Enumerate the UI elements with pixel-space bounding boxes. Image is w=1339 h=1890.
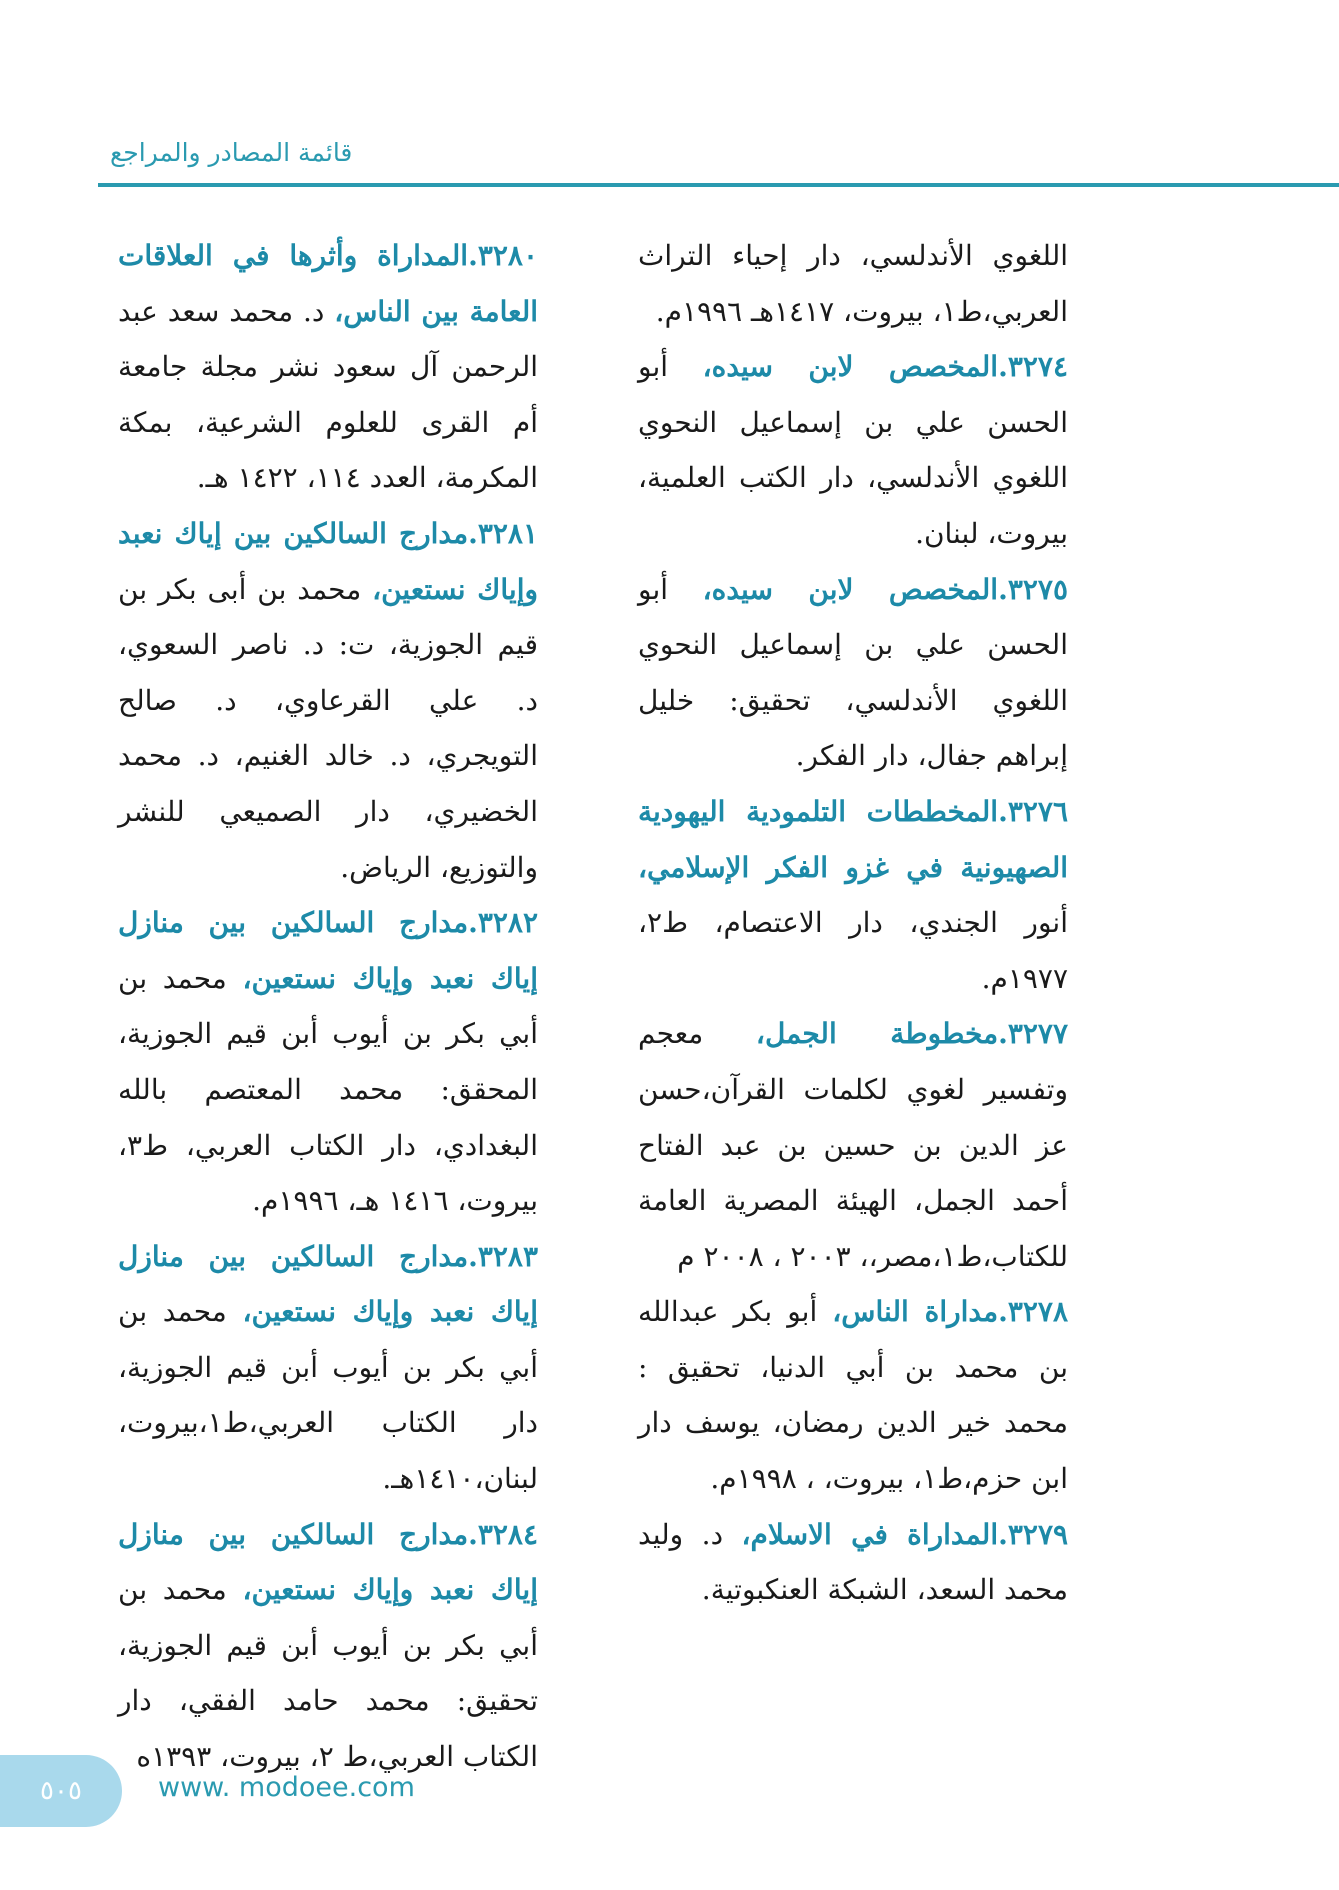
entry-title: المخططات التلمودية اليهودية الصهيونية في غزو الفكر الإسلامي، bbox=[638, 794, 1068, 884]
entry-number: ٣٢٧٤. bbox=[998, 350, 1068, 384]
entry-title: المخصص لابن سيده، bbox=[702, 350, 999, 384]
entry-3282 bbox=[118, 895, 538, 1229]
entry-title: المداراة في الاسلام، bbox=[741, 1517, 999, 1551]
entry-3274 bbox=[638, 339, 1068, 561]
entry-number: ٣٢٧٥. bbox=[998, 572, 1068, 606]
entry-number: ٣٢٧٧. bbox=[998, 1017, 1068, 1051]
entry-text: د. وليد محمد السعد، الشبكة العنكبوتية. bbox=[638, 1517, 1068, 1607]
entry-3283 bbox=[118, 1229, 538, 1507]
page-number: ٥٠٥ bbox=[40, 1776, 82, 1806]
left-column bbox=[118, 228, 538, 1785]
entry-text: أبو الحسن علي بن إسماعيل النحوي اللغوي الأندلسي، دار الكتب العلمية، بيروت، لبنان. bbox=[638, 350, 1068, 550]
entry-text: معجم وتفسير لغوي لكلمات القرآن،حسن عز الدين بن حسين بن عبد الفتاح أحمد الجمل، الهيئة المصرية العامة للكتاب،ط١،مصر،، ٢٠٠٣ ، ٢٠٠٨ م bbox=[638, 1017, 1068, 1273]
entry-title: مدارج السالكين بين منازل إياك نعبد وإياك نستعين، bbox=[118, 906, 538, 995]
entry-text: أنور الجندي، دار الاعتصام، ط٢، ١٩٧٧م. bbox=[638, 906, 1068, 995]
entry-text: محمد بن أبي بكر بن أيوب أبن قيم الجوزية، تحقيق: محمد حامد الفقي، دار الكتاب العربي،ط ٢، بيروت، ١٣٩٣ه bbox=[118, 1573, 538, 1774]
entry-number: ٣٢٨٤. bbox=[468, 1517, 538, 1551]
footer-url-link[interactable]: www. modoee.com bbox=[158, 1772, 415, 1803]
entry-3279 bbox=[638, 1507, 1068, 1618]
entry-text: محمد بن أبي بكر بن أيوب أبن قيم الجوزية، المحقق: محمد المعتصم بالله البغدادي، دار الكتاب العربي، ط٣، بيروت، ١٤١٦ هـ، ١٩٩٦م. bbox=[118, 961, 538, 1218]
entry-3277 bbox=[638, 1006, 1068, 1284]
entry-text: د. محمد سعد عبد الرحمن آل سعود نشر مجلة جامعة أم القرى للعلوم الشرعية، بمكة المكرمة، العدد ١١٤، ١٤٢٢ هـ. bbox=[118, 294, 538, 495]
entry-number: ٣٢٨٠. bbox=[468, 239, 538, 272]
entry-number: ٣٢٨٢. bbox=[468, 906, 538, 940]
entry-3276 bbox=[638, 784, 1068, 1006]
entry-3281 bbox=[118, 506, 538, 895]
entry-number: ٣٢٧٨. bbox=[998, 1295, 1068, 1329]
entry-text: أبو بكر عبدالله بن محمد بن أبي الدنيا، تحقيق : محمد خير الدين رمضان، يوسف دار ابن حزم،ط١، بيروت، ، ١٩٩٨م. bbox=[638, 1295, 1068, 1496]
header-rule bbox=[98, 183, 1339, 187]
entry-3280 bbox=[118, 228, 538, 506]
entry-title: مداراة الناس، bbox=[832, 1295, 999, 1329]
entry-title: المخصص لابن سيده، bbox=[702, 572, 999, 606]
entry-text: اللغوي الأندلسي، دار إحياء التراث العربي،ط١، بيروت، ١٤١٧هـ ١٩٩٦م. bbox=[638, 239, 1068, 328]
entry-title: مدارج السالكين بين منازل إياك نعبد وإياك نستعين، bbox=[118, 1239, 538, 1329]
entry-title: المداراة وأثرها في العلاقات العامة بين الناس، bbox=[118, 239, 538, 328]
entry-text: محمد بن أبى بكر بن قيم الجوزية، ت: د. ناصر السعوي، د. علي القرعاوي، د. صالح التويجري، د. خالد الغنيم، د. محمد الخضيري، دار الصميعي للنشر والتوزيع، الرياض. bbox=[118, 572, 538, 884]
entry-title: مخطوطة الجمل، bbox=[755, 1017, 999, 1051]
entry-number: ٣٢٧٩. bbox=[998, 1517, 1069, 1551]
entry-number: ٣٢٨١. bbox=[468, 516, 538, 550]
entry-title: مدارج السالكين بين إياك نعبد وإياك نستعين، bbox=[118, 516, 538, 606]
entry-text: أبو الحسن علي بن إسماعيل النحوي اللغوي الأندلسي، تحقيق: خليل إبراهم جفال، دار الفكر. bbox=[638, 572, 1068, 773]
right-column bbox=[638, 228, 1068, 1618]
entry-number: ٣٢٧٦. bbox=[998, 794, 1068, 828]
page-number-badge bbox=[0, 1755, 122, 1827]
running-header: قائمة المصادر والمراجع bbox=[110, 138, 353, 167]
entry-3278 bbox=[638, 1284, 1068, 1506]
entry-title: مدارج السالكين بين منازل إياك نعبد وإياك نستعين، bbox=[118, 1517, 538, 1607]
entry-number: ٣٢٨٣. bbox=[468, 1239, 538, 1273]
entry-3284 bbox=[118, 1507, 538, 1785]
entry-3275 bbox=[638, 562, 1068, 784]
entry-continuation bbox=[638, 228, 1068, 339]
entry-text: محمد بن أبي بكر بن أيوب أبن قيم الجوزية، دار الكتاب العربي،ط١،بيروت، لبنان،١٤١٠هـ. bbox=[118, 1295, 538, 1496]
